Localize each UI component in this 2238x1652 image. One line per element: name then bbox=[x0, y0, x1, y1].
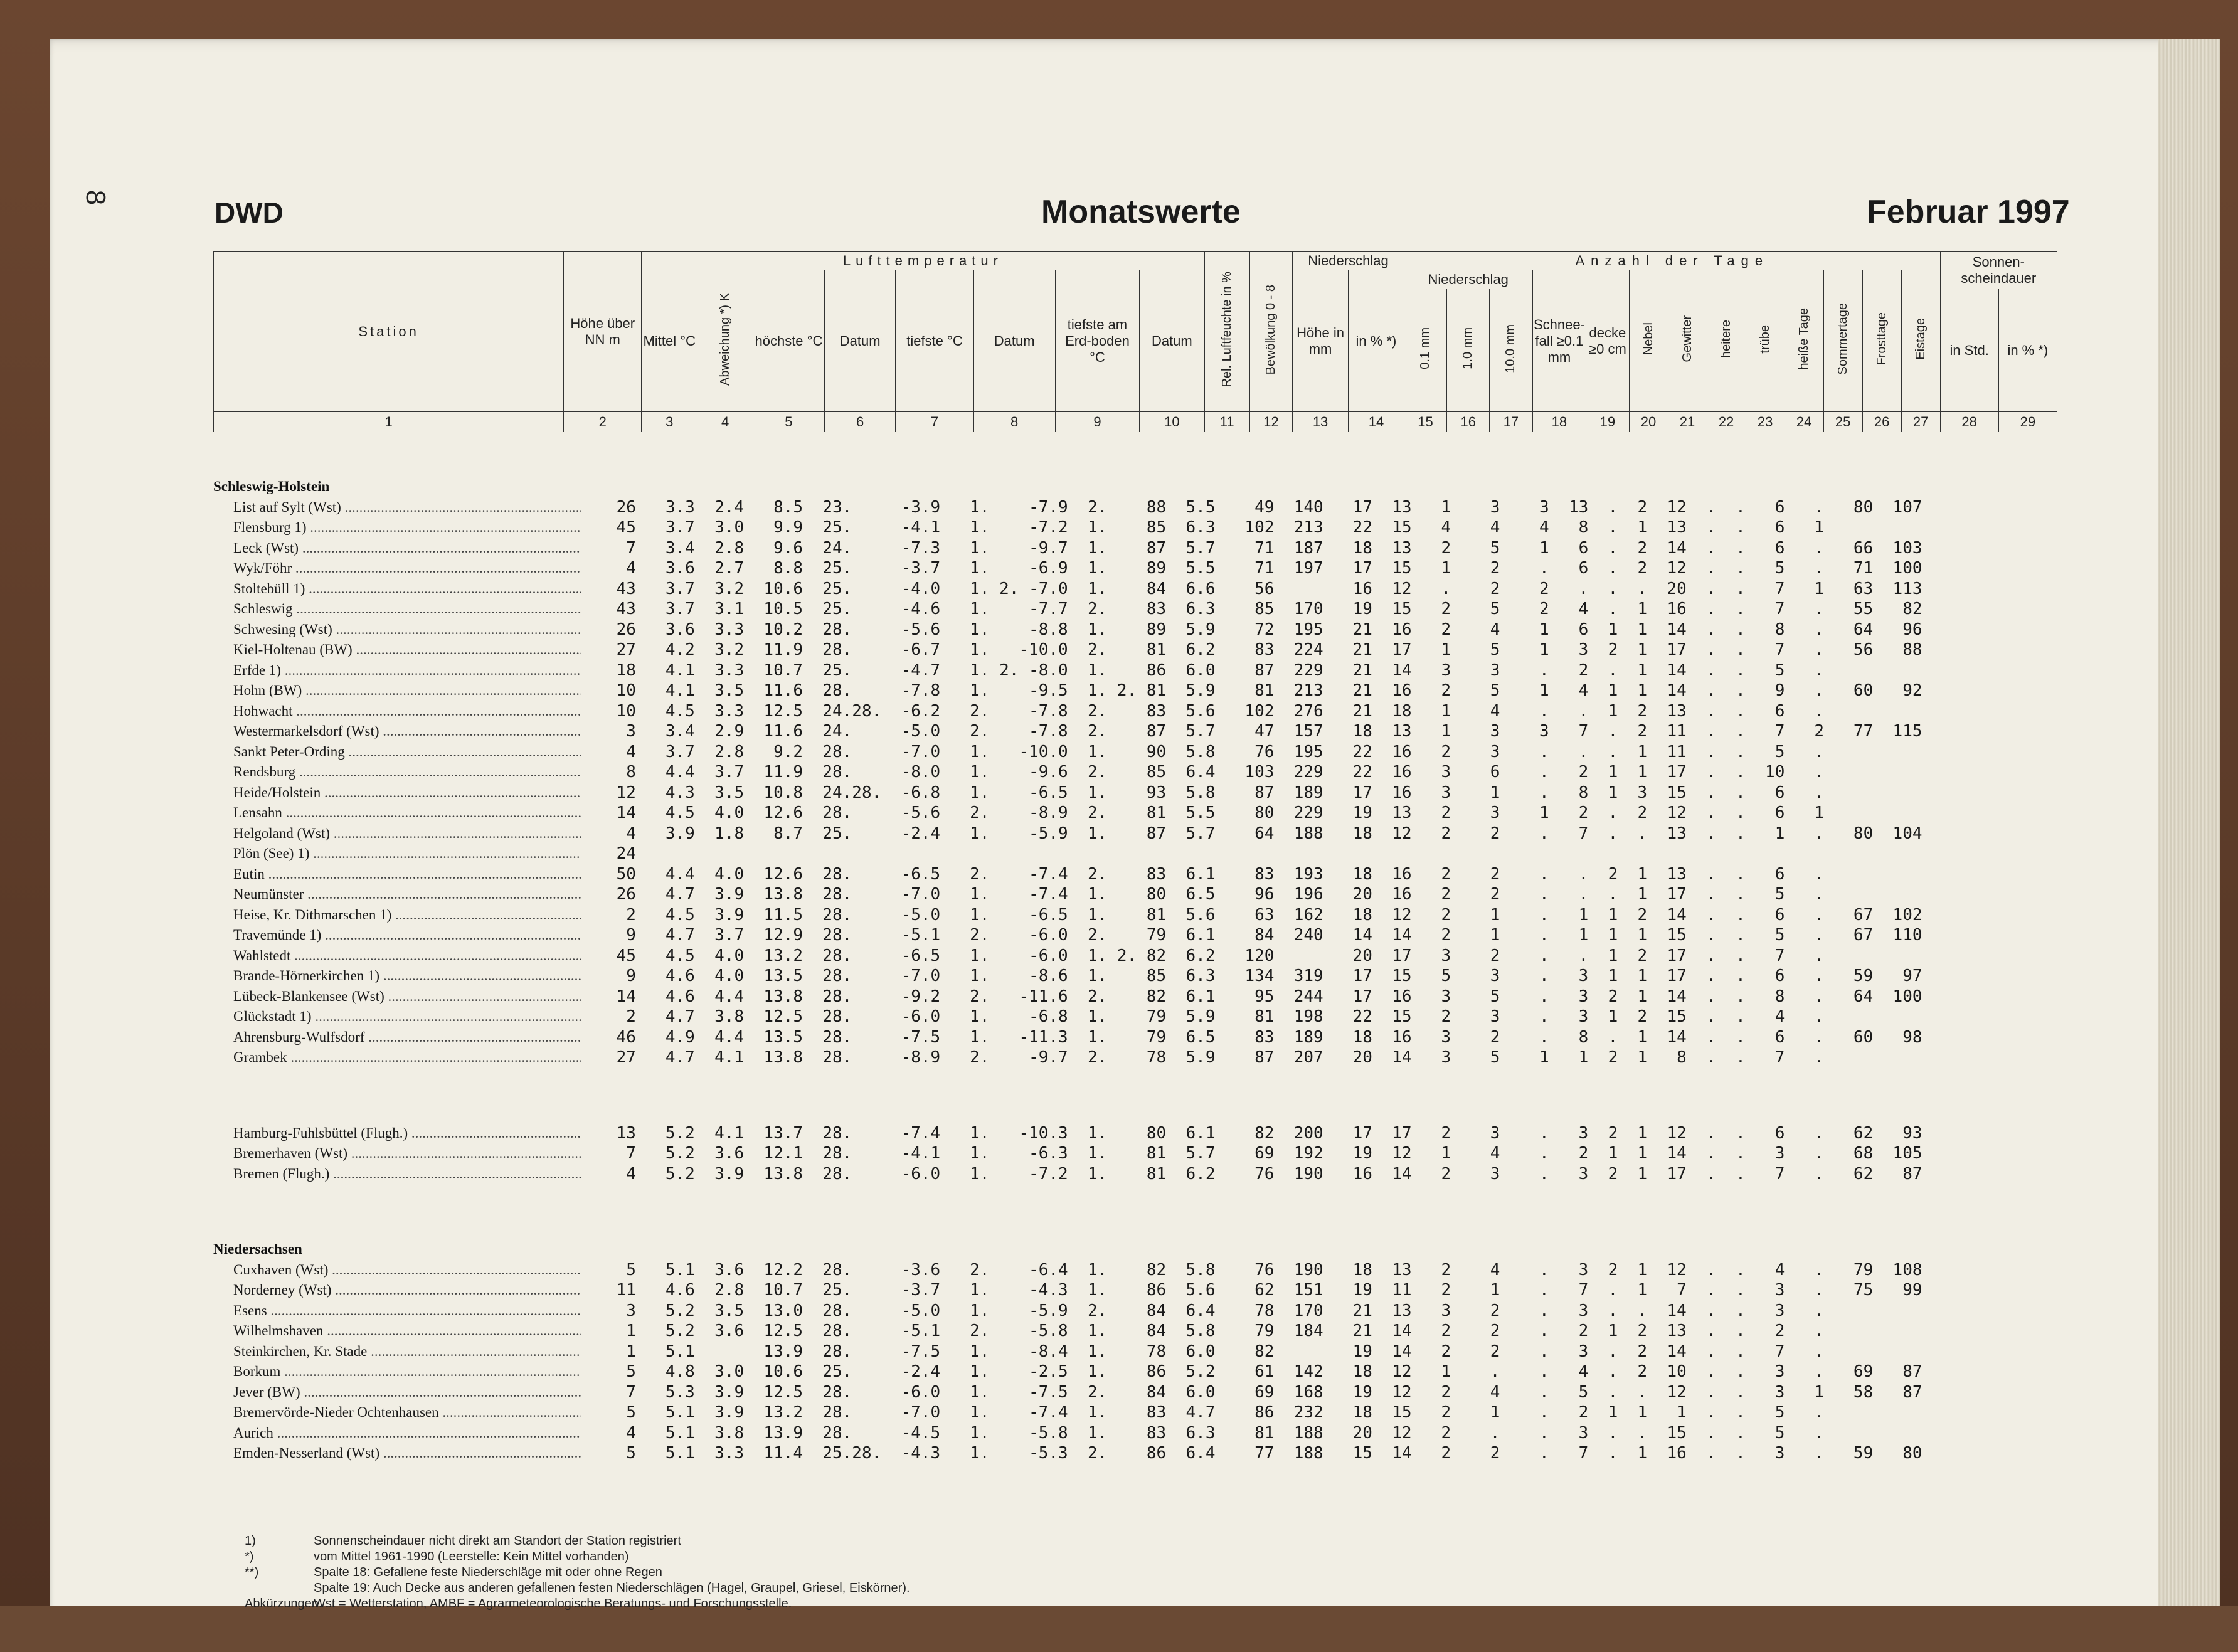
table-row bbox=[213, 803, 2057, 823]
station-name: Bremen (Flugh.) ..... bbox=[233, 1164, 581, 1185]
station-name: Hohn (BW) ..... bbox=[233, 680, 581, 701]
row-values: 8 4.4 3.7 11.9 28. -8.0 1. -9.6 2. 85 6.4 103 229 22 16 3 6 . 2 1 1 17 . . 10 . bbox=[577, 763, 1824, 781]
row-values: 9 4.7 3.7 12.9 28. -5.1 2. -6.0 2. 79 6.1 84 240 14 14 2 1 . 1 1 1 15 . . 5 . 67 110 bbox=[577, 926, 1922, 945]
station-name: Hamburg-Fuhlsbüttel (Flugh.) ..... bbox=[233, 1123, 581, 1144]
station-name: Neumünster ..... bbox=[233, 884, 581, 905]
col-mittel: Mittel °C bbox=[642, 270, 697, 412]
row-values: 14 4.6 4.4 13.8 28. -9.2 2. -11.6 2. 82 6.1 95 244 17 16 3 5 . 3 2 1 14 . . 8 . 64 100 bbox=[577, 987, 1922, 1006]
col-hoehe: Höhe über NN m bbox=[564, 252, 642, 412]
station-name: Glückstadt 1) ..... bbox=[233, 1007, 581, 1027]
col-sonne-pct: in % *) bbox=[1998, 289, 2057, 412]
station-name: Steinkirchen, Kr. Stade ..... bbox=[233, 1342, 581, 1362]
col-hoechste: höchste °C bbox=[753, 270, 825, 412]
station-name: Wilhelmshaven ..... bbox=[233, 1321, 581, 1342]
row-values: 7 5.3 3.9 12.5 28. -6.0 1. -7.5 2. 84 6.0 69 168 19 12 2 4 . 5 . . 12 . . 3 1 58 87 bbox=[577, 1382, 1922, 1402]
station-name: Leck (Wst) ..... bbox=[233, 538, 581, 559]
station-name: Brande-Hörnerkirchen 1) ..... bbox=[233, 966, 581, 987]
table-row bbox=[213, 680, 2057, 701]
col-schneedecke: decke ≥0 cm bbox=[1586, 270, 1629, 412]
station-name: Plön (See) 1) ..... bbox=[233, 844, 581, 864]
table-row bbox=[213, 1123, 2057, 1144]
station-name: Norderney (Wst) ..... bbox=[233, 1280, 581, 1301]
row-values: 11 4.6 2.8 10.7 25. -3.7 1. -4.3 1. 86 5.6 62 151 19 11 2 1 . 7 . 1 7 . . 3 . 75 99 bbox=[577, 1281, 1922, 1300]
table-row bbox=[213, 1382, 2057, 1403]
station-name: Stoltebüll 1) ..... bbox=[233, 579, 581, 600]
col-schneefall: Schnee-fall ≥0.1 mm bbox=[1532, 270, 1586, 412]
station-name: Helgoland (Wst) ..... bbox=[233, 823, 581, 844]
table-row bbox=[213, 1402, 2057, 1423]
row-values: 1 5.1 13.9 28. -7.5 1. -8.4 1. 78 6.0 82 19 14 2 2 . 3 . 2 14 . . 7 . bbox=[577, 1342, 1824, 1361]
table-row bbox=[213, 864, 2057, 885]
group-spacer bbox=[213, 1184, 2057, 1239]
col-station: Station bbox=[214, 252, 564, 412]
row-values: 10 4.5 3.3 12.5 24.28. -6.2 2. -7.8 2. 83 5.6 102 276 21 18 1 4 . . 1 2 13 . . 6 . bbox=[577, 701, 1824, 721]
station-name: Eutin ..... bbox=[233, 864, 581, 885]
row-values: 45 4.5 4.0 13.2 28. -6.5 1. -6.0 1. 2. 82 6.2 120 20 17 3 2 . . 1 2 17 . . 7 . bbox=[577, 946, 1824, 965]
table-row bbox=[213, 558, 2057, 579]
column-numbers: 1 2 3 4 5 6 7 8 9 10 11 12 13 14 15 16 17 18 19 20 21 22 23 24 25 26 27 28 29 bbox=[214, 412, 2057, 432]
table-row bbox=[213, 1342, 2057, 1362]
page-edge bbox=[2158, 39, 2220, 1632]
station-name: List auf Sylt (Wst) ..... bbox=[233, 497, 581, 518]
col-gewitter: Gewitter bbox=[1668, 270, 1707, 412]
col-datum-2: Datum bbox=[973, 270, 1055, 412]
col-sommer: Sommertage bbox=[1823, 270, 1862, 412]
station-name: Schwesing (Wst) ..... bbox=[233, 620, 581, 640]
station-name: Heide/Holstein ..... bbox=[233, 783, 581, 803]
station-name: Rendsburg ..... bbox=[233, 762, 581, 783]
row-values: 5 4.8 3.0 10.6 25. -2.4 1. -2.5 1. 86 5.2 61 142 18 12 1 . . 4 . 2 10 . . 3 . 69 87 bbox=[577, 1362, 1922, 1381]
table-row bbox=[213, 946, 2057, 966]
footnote: 1) Sonnenscheindauer nicht direkt am Standort der Station registriert bbox=[245, 1534, 681, 1548]
row-values: 1 5.2 3.6 12.5 28. -5.1 2. -5.8 1. 84 5.8 79 184 21 14 2 2 . 2 1 2 13 . . 2 . bbox=[577, 1321, 1824, 1340]
row-values: 18 4.1 3.3 10.7 25. -4.7 1. 2. -8.0 1. 86 6.0 87 229 21 14 3 3 . 2 . 1 14 . . 5 . bbox=[577, 660, 1824, 680]
table-row bbox=[213, 1164, 2057, 1185]
col-ns-prozent: in % *) bbox=[1349, 270, 1404, 412]
col-ns100: 10.0 mm bbox=[1490, 289, 1532, 412]
table-body bbox=[213, 477, 2057, 1464]
station-name: Esens ..... bbox=[233, 1301, 581, 1321]
station-name: Schleswig ..... bbox=[233, 599, 581, 620]
station-name: Kiel-Holtenau (BW) ..... bbox=[233, 640, 581, 660]
table-row bbox=[213, 497, 2057, 518]
table-row bbox=[213, 620, 2057, 640]
group-spacer bbox=[213, 1068, 2057, 1123]
station-name: Westermarkelsdorf (Wst) ..... bbox=[233, 721, 581, 742]
col-datum-1: Datum bbox=[824, 270, 896, 412]
row-values: 2 4.5 3.9 11.5 28. -5.0 1. -6.5 1. 81 5.6 63 162 18 12 2 1 . 1 1 2 14 . . 6 . 67 102 bbox=[577, 905, 1922, 924]
table-row bbox=[213, 1047, 2057, 1068]
group-heading: Niedersachsen bbox=[213, 1241, 302, 1257]
table-row bbox=[213, 1423, 2057, 1444]
col-lufttemperatur: Lufttemperatur bbox=[642, 252, 1204, 270]
footnotes bbox=[245, 1533, 910, 1612]
table-row bbox=[213, 1443, 2057, 1464]
page-title: Monatswerte bbox=[1041, 194, 1241, 230]
station-name: Erfde 1) ..... bbox=[233, 660, 581, 681]
col-ns-hoehe: Höhe in mm bbox=[1293, 270, 1349, 412]
station-name: Grambek ..... bbox=[233, 1047, 581, 1068]
station-name: Lensahn ..... bbox=[233, 803, 581, 823]
station-name: Jever (BW) ..... bbox=[233, 1382, 581, 1403]
row-values: 5 5.1 3.3 11.4 25.28. -4.3 1. -5.3 2. 86 6.4 77 188 15 14 2 2 . 7 . 1 16 . . 3 . 59 80 bbox=[577, 1444, 1922, 1463]
row-values: 45 3.7 3.0 9.9 25. -4.1 1. -7.2 1. 85 6.3 102 213 22 15 4 4 4 8 . 1 13 . . 6 1 bbox=[577, 518, 1824, 537]
table-row bbox=[213, 884, 2057, 905]
row-values: 4 3.7 2.8 9.2 28. -7.0 1. -10.0 1. 90 5.8 76 195 22 16 2 3 . . . 1 11 . . 5 . bbox=[577, 742, 1824, 761]
row-values: 4 3.6 2.7 8.8 25. -3.7 1. -6.9 1. 89 5.5 71 197 17 15 1 2 . 6 . 2 12 . . 5 . 71 100 bbox=[577, 559, 1922, 578]
row-values: 43 3.7 3.1 10.5 25. -4.6 1. -7.7 2. 83 6.3 85 170 19 15 2 5 2 4 . 1 16 . . 7 . 55 82 bbox=[577, 600, 1922, 618]
row-values: 27 4.2 3.2 11.9 28. -6.7 1. -10.0 2. 81 6.2 83 224 21 17 1 5 1 3 2 1 17 . . 7 . 56 88 bbox=[577, 640, 1922, 659]
row-values: 14 4.5 4.0 12.6 28. -5.6 2. -8.9 2. 81 5.5 80 229 19 13 2 3 1 2 . 2 12 . . 6 1 bbox=[577, 803, 1824, 822]
table-row bbox=[213, 905, 2057, 926]
col-sonne-std: in Std. bbox=[1940, 289, 1998, 412]
row-values: 26 4.7 3.9 13.8 28. -7.0 1. -7.4 1. 80 6.5 96 196 20 16 2 2 . . . 1 17 . . 5 . bbox=[577, 885, 1824, 904]
row-values: 10 4.1 3.5 11.6 28. -7.8 1. -9.5 1. 2. 81 5.9 81 213 21 16 2 5 1 4 1 1 14 . . 9 . 60 92 bbox=[577, 681, 1922, 700]
footnote: Abkürzungen:Wst = Wetterstation, AMBF = Agrarmeteorologische Beratungs- und Forschungsstelle. bbox=[245, 1597, 792, 1611]
row-values: 26 3.6 3.3 10.2 28. -5.6 1. -8.8 1. 89 5.9 72 195 21 16 2 4 1 6 1 1 14 . . 8 . 64 96 bbox=[577, 620, 1922, 639]
col-frost: Frosttage bbox=[1862, 270, 1901, 412]
station-name: Hohwacht ..... bbox=[233, 701, 581, 722]
row-values: 46 4.9 4.4 13.5 28. -7.5 1. -11.3 1. 79 6.5 83 189 18 16 3 2 . 8 . 1 14 . . 6 . 60 98 bbox=[577, 1027, 1922, 1047]
col-heisse: heiße Tage bbox=[1785, 270, 1823, 412]
station-name: Sankt Peter-Ording ..... bbox=[233, 742, 581, 763]
header-dwd: DWD bbox=[215, 196, 284, 229]
col-datum-3: Datum bbox=[1140, 270, 1204, 412]
row-values: 27 4.7 4.1 13.8 28. -8.9 2. -9.7 2. 78 5.9 87 207 20 14 3 5 1 1 2 1 8 . . 7 . bbox=[577, 1048, 1824, 1067]
table-row bbox=[213, 742, 2057, 763]
row-values: 4 5.2 3.9 13.8 28. -6.0 1. -7.2 1. 81 6.2 76 190 16 14 2 3 . 3 2 1 17 . . 7 . 62 87 bbox=[577, 1164, 1922, 1183]
table-row bbox=[213, 1301, 2057, 1321]
col-tiefste-boden: tiefste am Erd-boden °C bbox=[1055, 270, 1139, 412]
table-row bbox=[213, 762, 2057, 783]
station-name: Flensburg 1) ..... bbox=[233, 517, 581, 538]
table-row bbox=[213, 1321, 2057, 1342]
footnote: Spalte 19: Auch Decke aus anderen gefallenen festen Niederschlägen (Hagel, Graupel, Griesel, Eiskörner). bbox=[314, 1581, 910, 1595]
table-row bbox=[213, 538, 2057, 559]
table-row bbox=[213, 660, 2057, 681]
col-tiefste: tiefste °C bbox=[896, 270, 973, 412]
station-name: Wahlstedt ..... bbox=[233, 946, 581, 966]
col-sonne: Sonnen-scheindauer bbox=[1940, 252, 2057, 289]
table-row bbox=[213, 1280, 2057, 1301]
footnote: **) Spalte 18: Gefallene feste Niederschläge mit oder ohne Regen bbox=[245, 1565, 662, 1579]
row-values: 13 5.2 4.1 13.7 28. -7.4 1. -10.3 1. 80 6.1 82 200 17 17 2 3 . 3 2 1 12 . . 6 . 62 93 bbox=[577, 1123, 1922, 1143]
row-values: 3 5.2 3.5 13.0 28. -5.0 1. -5.9 2. 84 6.4 78 170 21 13 3 2 . 3 . . 14 . . 3 . bbox=[577, 1301, 1824, 1320]
station-name: Emden-Nesserland (Wst) ..... bbox=[233, 1443, 581, 1464]
row-values: 3 3.4 2.9 11.6 24. -5.0 2. -7.8 2. 87 5.7 47 157 18 13 1 3 3 7 . 2 11 . . 7 2 77 115 bbox=[577, 722, 1922, 741]
col-ns10: 1.0 mm bbox=[1447, 289, 1490, 412]
table-row bbox=[213, 517, 2057, 538]
table-row bbox=[213, 640, 2057, 660]
row-values: 4 3.9 1.8 8.7 25. -2.4 1. -5.9 1. 87 5.7 64 188 18 12 2 2 . 7 . . 13 . . 1 . 80 104 bbox=[577, 823, 1922, 843]
row-values: 9 4.6 4.0 13.5 28. -7.0 1. -8.6 1. 85 6.3 134 319 17 15 5 3 . 3 1 1 17 . . 6 . 59 97 bbox=[577, 966, 1922, 985]
col-anzahl: Anzahl der Tage bbox=[1404, 252, 1940, 270]
station-name: Heise, Kr. Dithmarschen 1) ..... bbox=[233, 905, 581, 926]
station-name: Bremerhaven (Wst) ..... bbox=[233, 1143, 581, 1164]
col-truebe: trübe bbox=[1746, 270, 1785, 412]
station-name: Borkum ..... bbox=[233, 1362, 581, 1382]
table-header bbox=[213, 251, 2057, 432]
station-name: Travemünde 1) ..... bbox=[233, 925, 581, 946]
row-values: 24 bbox=[577, 844, 636, 863]
col-ns01: 0.1 mm bbox=[1404, 289, 1446, 412]
table-row bbox=[213, 925, 2057, 946]
footnote: *) vom Mittel 1961-1990 (Leerstelle: Kein Mittel vorhanden) bbox=[245, 1550, 629, 1564]
page-number: 8 bbox=[80, 189, 112, 206]
row-values: 4 5.1 3.8 13.9 28. -4.5 1. -5.8 1. 83 6.3 81 188 20 12 2 . . 3 . . 15 . . 5 . bbox=[577, 1423, 1824, 1443]
table-row bbox=[213, 844, 2057, 864]
station-name: Lübeck-Blankensee (Wst) ..... bbox=[233, 987, 581, 1007]
col-rel-feuchte: Rel. Luftfeuchte in % bbox=[1204, 252, 1249, 412]
col-abweichung: Abweichung *) K bbox=[697, 270, 753, 412]
header-month: Februar 1997 bbox=[1867, 194, 2070, 230]
table-row bbox=[213, 1143, 2057, 1164]
table-row bbox=[213, 966, 2057, 987]
row-values: 2 4.7 3.8 12.5 28. -6.0 1. -6.8 1. 79 5.9 81 198 22 15 2 3 . 3 1 2 15 . . 4 . bbox=[577, 1007, 1824, 1026]
row-values: 26 3.3 2.4 8.5 23. -3.9 1. -7.9 2. 88 5.5 49 140 17 13 1 3 3 13 . 2 12 . . 6 . 80 107 bbox=[577, 497, 1922, 517]
table-row bbox=[213, 783, 2057, 803]
table-row bbox=[213, 579, 2057, 600]
table-row bbox=[213, 1260, 2057, 1281]
group-heading: Schleswig-Holstein bbox=[213, 479, 330, 494]
table-row bbox=[213, 701, 2057, 722]
col-niederschlag: Niederschlag bbox=[1293, 252, 1404, 270]
row-values: 50 4.4 4.0 12.6 28. -6.5 2. -7.4 2. 83 6.1 83 193 18 16 2 2 . . 2 1 13 . . 6 . bbox=[577, 864, 1824, 884]
col-bewoelkung: Bewölkung 0 - 8 bbox=[1249, 252, 1292, 412]
station-name: Bremervörde-Nieder Ochtenhausen ..... bbox=[233, 1402, 581, 1423]
table-row bbox=[213, 987, 2057, 1007]
table-row bbox=[213, 1362, 2057, 1382]
row-values: 43 3.7 3.2 10.6 25. -4.0 1. 2. -7.0 1. 84 6.6 56 16 12 . 2 2 . . . 20 . . 7 1 63 113 bbox=[577, 579, 1922, 598]
row-values: 7 3.4 2.8 9.6 24. -7.3 1. -9.7 1. 87 5.7 71 187 18 13 2 5 1 6 . 2 14 . . 6 . 66 103 bbox=[577, 538, 1922, 558]
station-name: Aurich ..... bbox=[233, 1423, 581, 1444]
col-ns-tage: Niederschlag bbox=[1404, 270, 1532, 289]
row-values: 5 5.1 3.6 12.2 28. -3.6 2. -6.4 1. 82 5.8 76 190 18 13 2 4 . 3 2 1 12 . . 4 . 79 108 bbox=[577, 1260, 1922, 1279]
table-row bbox=[213, 823, 2057, 844]
col-eis: Eistage bbox=[1901, 270, 1940, 412]
row-values: 5 5.1 3.9 13.2 28. -7.0 1. -7.4 1. 83 4.7 86 232 18 15 2 1 . 2 1 1 1 . . 5 . bbox=[577, 1403, 1824, 1422]
table-row bbox=[213, 599, 2057, 620]
table-row bbox=[213, 1027, 2057, 1048]
station-name: Wyk/Föhr ..... bbox=[233, 558, 581, 579]
col-heitere: heitere bbox=[1707, 270, 1746, 412]
row-values: 7 5.2 3.6 12.1 28. -4.1 1. -6.3 1. 81 5.7 69 192 19 12 1 4 . 2 1 1 14 . . 3 . 68 105 bbox=[577, 1144, 1922, 1163]
table-row bbox=[213, 721, 2057, 742]
table-row bbox=[213, 1007, 2057, 1027]
cover-bottom bbox=[0, 1606, 2238, 1652]
station-name: Ahrensburg-Wulfsdorf ..... bbox=[233, 1027, 581, 1048]
col-nebel: Nebel bbox=[1629, 270, 1668, 412]
station-name: Cuxhaven (Wst) ..... bbox=[233, 1260, 581, 1281]
row-values: 12 4.3 3.5 10.8 24.28. -6.8 1. -6.5 1. 93 5.8 87 189 17 16 3 1 . 8 1 3 15 . . 6 . bbox=[577, 783, 1824, 802]
